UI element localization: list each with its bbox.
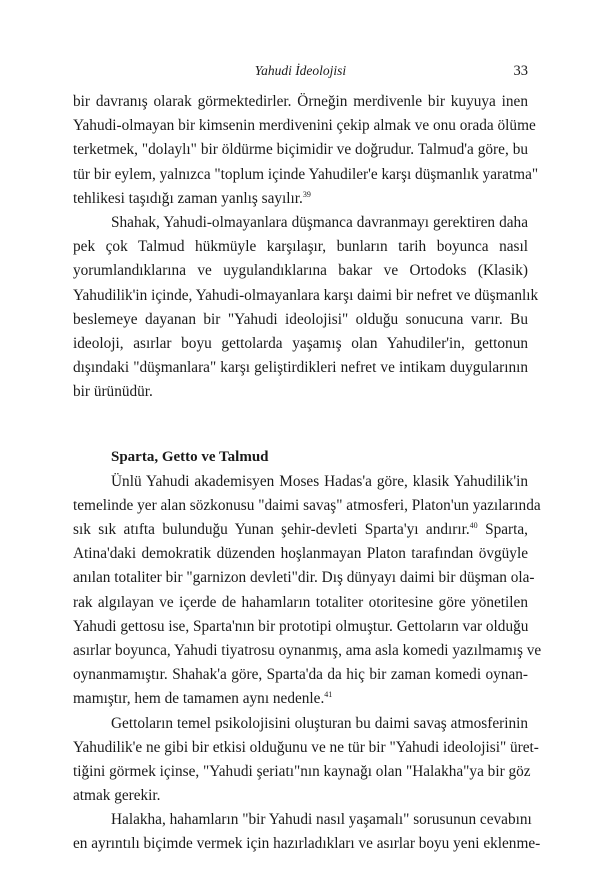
footnote-ref-39[interactable]: 39	[302, 189, 311, 199]
text-line: Gettoların temel psikolojisini oluşturan bu daimi savaş atmosferinin	[111, 714, 528, 732]
text-line: bir davranış olarak görmektedirler. Örneğin merdivenle bir kuyuya inen	[73, 93, 528, 110]
text-line: yorumlandıklarına ve uygulandıklarına bakar ve Ortodoks (Klasik)	[73, 262, 528, 280]
footnote-ref-40[interactable]: 40	[469, 521, 478, 530]
section-heading: Sparta, Getto ve Talmud	[111, 449, 269, 466]
text-line: Yahudi-olmayan bir kimsenin merdivenini çekip almak ve onu orada ölüme	[73, 117, 536, 135]
text-line: terketmek, "dolaylı" bir öldürme biçimidir ve doğrudur. Talmud'a göre, bu	[73, 141, 528, 159]
text-line: tehlikesi taşıdığı zaman yanlış sayılır.$^{39}$	[73, 189, 311, 207]
footnote-ref-41[interactable]: 41	[324, 690, 333, 700]
paragraph-2	[73, 211, 539, 405]
page-number: 33	[513, 63, 528, 79]
text-line: oynanmamıştır. Shahak'a göre, Sparta'da da hiç bir zaman komedi oynan-	[73, 666, 528, 684]
text-line: atmak gerekir.	[73, 787, 161, 805]
text-line: temelinde yer alan sözkonusu "daimi savaş" atmosferi, Platon'un yazılarında	[73, 496, 541, 514]
text-line: Atina'daki demokratik düzenden hoşlanmayan Platon tarafından övgüyle	[73, 545, 528, 563]
running-title: Yahudi İdeolojisi	[254, 63, 347, 78]
text-line: asırlar boyunca, Yahudi tiyatrosu oynanmış, ama asla komedi yazılmamış ve	[73, 641, 542, 659]
text-line: mamıştır, hem de tamamen aynı nedenle.$^{41}$	[73, 690, 333, 708]
text-line: en ayrıntılı biçimde vermek için hazırladıkları ve asırlar boyu yeni eklenme-	[73, 835, 541, 853]
text-line: anılan totaliter bir "garnizon devleti"dir. Dış dünyayı daimi bir düşman ola-	[73, 569, 535, 587]
running-header	[73, 63, 528, 81]
paragraph-3	[73, 470, 542, 712]
text-line: Yahudilik'e ne gibi bir etkisi olduğunu ve ne tür bir "Yahudi ideolojisi" üret-	[73, 738, 539, 756]
text-line: Yahudi gettosu ise, Sparta'nın bir prototipi olmuştur. Gettoların var olduğu	[73, 617, 529, 635]
paragraph-5	[73, 808, 541, 856]
text-line: pek çok Talmud hükmüyle karşılaşır, bunların tarih boyunca nasıl	[73, 238, 528, 256]
text-line: tiğini görmek içinse, "Yahudi şeriatı"nın kaynağı olan "Halakha"ya bir göz	[73, 762, 531, 780]
text-line: dışındaki "düşmanlara" karşı geliştirdikleri nefret ve intikam duygularının	[73, 359, 528, 377]
text-line: sık sık atıfta bulunduğu Yunan şehir-devleti Sparta'yı andırır.$^{40}$ Sparta,	[73, 521, 528, 538]
text-line: tür bir eylem, yalnızca "toplum içinde Yahudiler'e karşı düşmanlık yaratma"	[73, 165, 539, 183]
text-line: beslemeye dayanan bir "Yahudi ideolojisi" olduğu sonucuna varır. Bu	[73, 310, 528, 328]
text-line: Yahudilik'in içinde, Yahudi-olmayanlara karşı daimi bir nefret ve düşmanlık	[73, 286, 539, 304]
text-line: Ünlü Yahudi akademisyen Moses Hadas'a göre, klasik Yahudilik'in	[111, 472, 528, 490]
section-spacer	[73, 404, 528, 445]
text-line: Shahak, Yahudi-olmayanlara düşmanca davranmayı gerektiren daha	[111, 213, 528, 231]
paragraph-4	[73, 712, 539, 809]
body-text	[73, 90, 542, 857]
text-line: ideoloji, asırlar boyu gettolarda yaşamış olan Yahudiler'in, gettonun	[73, 334, 528, 352]
paragraph-1	[73, 90, 539, 211]
text-line: rak algılayan ve içerde de hahamların totaliter otoritesine göre yönetilen	[73, 593, 528, 611]
text-line: Halakha, hahamların "bir Yahudi nasıl yaşamalı" sorusunun cevabını	[111, 811, 532, 829]
text-line: bir ürünüdür.	[73, 383, 153, 401]
